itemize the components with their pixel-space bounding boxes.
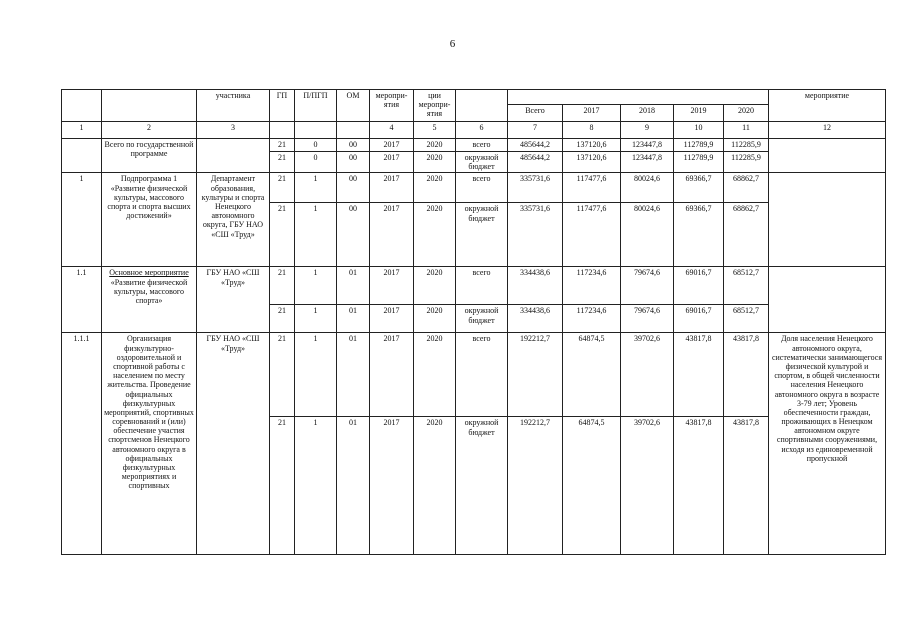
col-number: 2: [102, 122, 197, 139]
header-year-2019: 2019: [674, 105, 724, 122]
cell-2019: 112789,9: [674, 152, 724, 173]
column-numbers-row: [62, 122, 886, 139]
cell-gp: 21: [270, 305, 295, 333]
row-indicator: [769, 173, 886, 267]
cell-pgp: 0: [295, 139, 337, 152]
cell-2018: 80024,6: [621, 173, 674, 203]
cell-total: 335731,6: [508, 173, 563, 203]
cell-om: 01: [337, 417, 370, 555]
cell-2018: 39702,6: [621, 417, 674, 555]
col-number: 10: [674, 122, 724, 139]
row-participant: ГБУ НАО «СШ «Труд»: [197, 267, 270, 333]
cell-pgp: 1: [295, 203, 337, 267]
col-number-blank: [295, 122, 337, 139]
row-name: [102, 173, 197, 267]
header-year-2018: 2018: [621, 105, 674, 122]
cell-pgp: 1: [295, 417, 337, 555]
cell-2019: 69016,7: [674, 305, 724, 333]
col-number: 12: [769, 122, 886, 139]
cell-end-year: 2020: [414, 333, 456, 417]
cell-2018: 79674,6: [621, 267, 674, 305]
cell-om: 00: [337, 173, 370, 203]
cell-pgp: 1: [295, 267, 337, 305]
cell-pgp: 1: [295, 305, 337, 333]
cell-2018: 39702,6: [621, 333, 674, 417]
cell-pgp: 1: [295, 333, 337, 417]
cell-start-year: 2017: [370, 173, 414, 203]
cell-gp: 21: [270, 203, 295, 267]
col-number-blank: [337, 122, 370, 139]
cell-2020: 68862,7: [724, 173, 769, 203]
cell-total: 485644,2: [508, 139, 563, 152]
cell-2017: 137120,6: [563, 139, 621, 152]
cell-2017: 117477,6: [563, 173, 621, 203]
col-number: 11: [724, 122, 769, 139]
cell-start-year: 2017: [370, 417, 414, 555]
cell-2020: 68512,7: [724, 305, 769, 333]
row-name-prefix: Основное мероприятие: [109, 268, 189, 278]
cell-end-year: 2020: [414, 267, 456, 305]
table-row: [62, 139, 886, 152]
row-name-text: Всего по государственной программе: [104, 140, 194, 159]
row-name: [102, 333, 197, 555]
row-indicator: [769, 267, 886, 333]
cell-gp: 21: [270, 333, 295, 417]
row-indicator: [769, 139, 886, 173]
col-number: 8: [563, 122, 621, 139]
cell-end-year: 2020: [414, 203, 456, 267]
cell-gp: 21: [270, 267, 295, 305]
cell-end-year: 2020: [414, 173, 456, 203]
row-indicator: Доля населения Ненецкого автономного округа, систематически занимающегося физической культурой и спортом, в общей численности населения Ненецкого автономного округа в возрасте 3-79 лет; Уровень обеспеченности граждан, проживающих в Ненецком автономном округе спортивными сооружениями, исходя из единовременной пропускной: [769, 333, 886, 555]
cell-2018: 123447,8: [621, 139, 674, 152]
header-row: [62, 90, 886, 105]
col-number: 4: [370, 122, 414, 139]
cell-gp: 21: [270, 173, 295, 203]
cell-2019: 69016,7: [674, 267, 724, 305]
cell-2017: 117477,6: [563, 203, 621, 267]
row-participant: Департамент образования, культуры и спорта Ненецкого автономного округа, ГБУ НАО «СШ «Труд»: [197, 173, 270, 267]
cell-pgp: 1: [295, 173, 337, 203]
row-name: [102, 139, 197, 173]
cell-2020: 43817,8: [724, 417, 769, 555]
cell-gp: 21: [270, 152, 295, 173]
cell-total: 192212,7: [508, 417, 563, 555]
cell-om: 00: [337, 152, 370, 173]
header-indicator: мероприятие: [769, 90, 886, 122]
cell-end-year: 2020: [414, 139, 456, 152]
cell-om: 00: [337, 203, 370, 267]
row-number: 1.1: [62, 267, 102, 333]
cell-2020: 112285,9: [724, 139, 769, 152]
cell-source: всего: [456, 267, 508, 305]
header-participant: участника: [197, 90, 270, 122]
cell-total: 485644,2: [508, 152, 563, 173]
header-source: [456, 90, 508, 122]
table-row: [62, 267, 886, 305]
cell-end-year: 2020: [414, 152, 456, 173]
cell-2018: 80024,6: [621, 203, 674, 267]
cell-2019: 69366,7: [674, 203, 724, 267]
header-pgp: П/ПГП: [295, 90, 337, 122]
col-number: 7: [508, 122, 563, 139]
cell-source: всего: [456, 173, 508, 203]
cell-om: 01: [337, 333, 370, 417]
cell-source: всего: [456, 139, 508, 152]
cell-end-year: 2020: [414, 305, 456, 333]
cell-om: 01: [337, 305, 370, 333]
col-number: 1: [62, 122, 102, 139]
cell-2019: 43817,8: [674, 333, 724, 417]
cell-total: 334438,6: [508, 305, 563, 333]
header-finance-group: [508, 90, 769, 105]
table-body: [62, 90, 886, 555]
header-gp: ГП: [270, 90, 295, 122]
cell-start-year: 2017: [370, 139, 414, 152]
row-number: 1.1.1: [62, 333, 102, 555]
cell-om: 00: [337, 139, 370, 152]
cell-source: окружной бюджет: [456, 305, 508, 333]
cell-2018: 123447,8: [621, 152, 674, 173]
cell-2019: 112789,9: [674, 139, 724, 152]
cell-pgp: 0: [295, 152, 337, 173]
header-year-2020: 2020: [724, 105, 769, 122]
row-number: [62, 139, 102, 173]
row-name-text: Организация физкультурно-оздоровительной и спортивной работы с населением по месту жительства. Проведение официальных физкультурных мероприятий, спортивных соревнований и (или) обеспечение участия спортсменов Ненецкого автономного округа в официальных физкультурных мероприятиях и спортивных: [104, 334, 194, 491]
cell-2020: 112285,9: [724, 152, 769, 173]
header-om: ОМ: [337, 90, 370, 122]
header-event-end: ции меропри- ятия: [414, 90, 456, 122]
cell-start-year: 2017: [370, 333, 414, 417]
page-number: 6: [449, 38, 456, 50]
header-total: Всего: [508, 105, 563, 122]
cell-source: окружной бюджет: [456, 203, 508, 267]
cell-2017: 117234,6: [563, 305, 621, 333]
col-number: 5: [414, 122, 456, 139]
cell-gp: 21: [270, 417, 295, 555]
col-number: 6: [456, 122, 508, 139]
cell-source: окружной бюджет: [456, 417, 508, 555]
cell-2017: 64874,5: [563, 417, 621, 555]
header-event-start: меропри- ятия: [370, 90, 414, 122]
row-name: [102, 267, 197, 333]
cell-start-year: 2017: [370, 305, 414, 333]
row-number: 1: [62, 173, 102, 267]
cell-end-year: 2020: [414, 417, 456, 555]
row-name-text: Подпрограмма 1 «Развитие физической культуры, массового спорта и спорта высших достижений»: [107, 174, 191, 221]
cell-total: 335731,6: [508, 203, 563, 267]
col-number: 3: [197, 122, 270, 139]
cell-2019: 43817,8: [674, 417, 724, 555]
table-row: [62, 333, 886, 417]
cell-start-year: 2017: [370, 203, 414, 267]
cell-source: всего: [456, 333, 508, 417]
header-year-2017: 2017: [563, 105, 621, 122]
cell-2017: 64874,5: [563, 333, 621, 417]
cell-total: 192212,7: [508, 333, 563, 417]
cell-start-year: 2017: [370, 267, 414, 305]
cell-start-year: 2017: [370, 152, 414, 173]
row-participant: [197, 139, 270, 173]
col-number-blank: [270, 122, 295, 139]
budget-table: [61, 89, 886, 555]
table-row: [62, 173, 886, 203]
cell-source: окружной бюджет: [456, 152, 508, 173]
cell-2019: 69366,7: [674, 173, 724, 203]
col-number: 9: [621, 122, 674, 139]
cell-2018: 79674,6: [621, 305, 674, 333]
cell-2020: 68512,7: [724, 267, 769, 305]
cell-om: 01: [337, 267, 370, 305]
cell-2020: 43817,8: [724, 333, 769, 417]
cell-2017: 137120,6: [563, 152, 621, 173]
row-name-text: «Развитие физической культуры, массового спорта»: [110, 277, 188, 305]
cell-total: 334438,6: [508, 267, 563, 305]
cell-2020: 68862,7: [724, 203, 769, 267]
row-participant: ГБУ НАО «СШ «Труд»: [197, 333, 270, 555]
cell-gp: 21: [270, 139, 295, 152]
cell-2017: 117234,6: [563, 267, 621, 305]
header-cell-name: [102, 90, 197, 122]
header-cell-num: [62, 90, 102, 122]
